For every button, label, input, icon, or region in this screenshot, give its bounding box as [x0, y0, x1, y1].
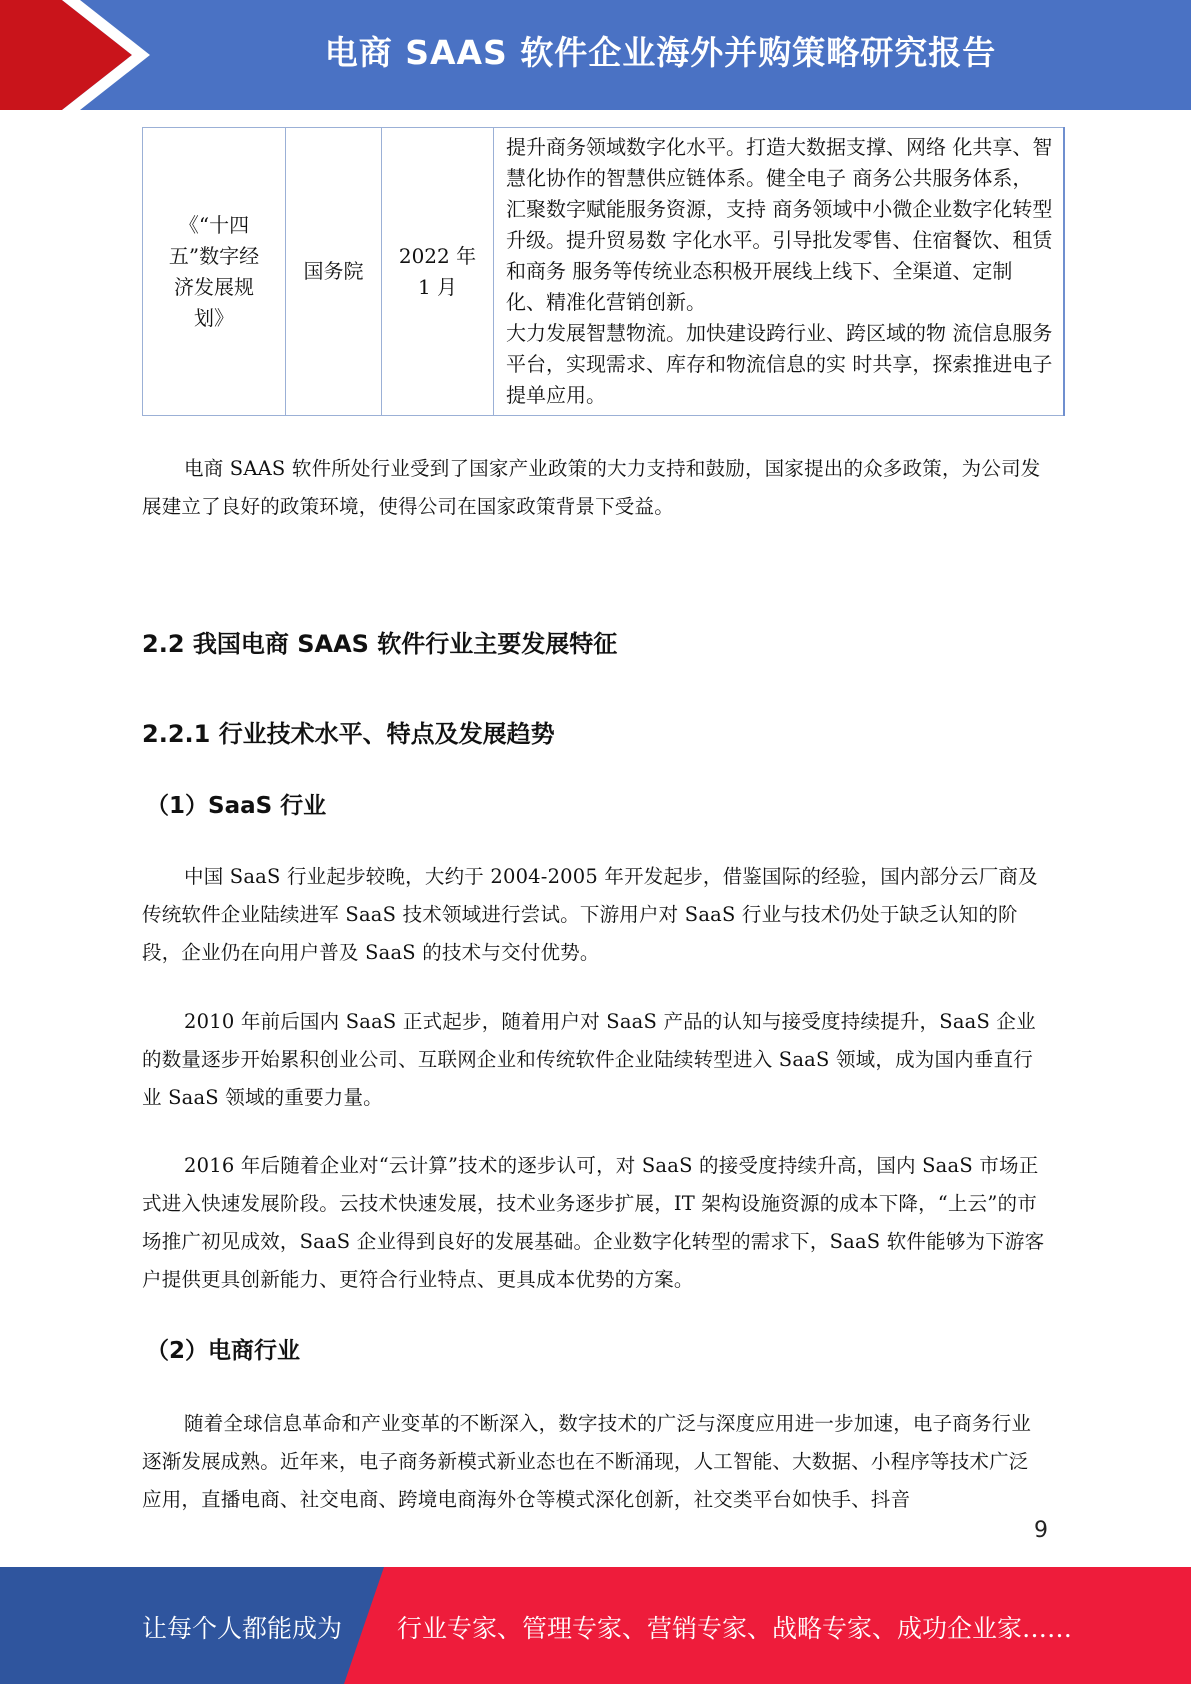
header-banner — [0, 0, 1191, 110]
section-heading: 2.2 我国电商 SAAS 软件行业主要发展特征 — [142, 630, 618, 658]
date-cell — [382, 128, 494, 416]
body-paragraph: 中国 SaaS 行业起步较晚，大约于 2004-2005 年开发起步，借鉴国际的经验，国内部分云厂商及传统软件企业陆续进军 SaaS 技术领域进行尝试。下游用户对 SaaS 行业与技术仍处于缺乏认知的阶段，企业仍在向用户普及 SaaS 的技术与交付优势。 — [142, 865, 1038, 964]
body-paragraph: 2010 年前后国内 SaaS 正式起步，随着用户对 SaaS 产品的认知与接受度持续提升，SaaS 企业的数量逐步开始累积创业公司、互联网企业和传统软件企业陆续转型进入 SaaS 领域，成为国内垂直行业 SaaS 领域的重要力量。 — [142, 1010, 1036, 1109]
item-heading: （2）电商行业 — [146, 1338, 301, 1364]
policy-table — [142, 127, 1065, 416]
policy-name: 《“十四五”数字经济发展规划》 — [168, 212, 260, 330]
policy-name-cell — [143, 128, 286, 416]
subsection-heading: 2.2.1 行业技术水平、特点及发展趋势 — [142, 720, 555, 748]
body-paragraph: 电商 SAAS 软件所处行业受到了国家产业政策的大力支持和鼓励，国家提出的众多政策，为公司发展建立了良好的政策环境，使得公司在国家政策背景下受益。 — [142, 457, 1041, 518]
body-paragraph: 2016 年后随着企业对“云计算”技术的逐步认可，对 SaaS 的接受度持续升高，国内 SaaS 市场正式进入快速发展阶段。云技术快速发展，技术业务逐步扩展，IT 架构设施资源的成本下降，“上云”的市场推广初见成效，SaaS 企业得到良好的发展基础。企业数字化转型的需求下，SaaS 软件能够为下游客户提供更具创新能力、更符合行业特点、更具成本优势的方案。 — [142, 1154, 1045, 1291]
content-paragraph: 提升商务领域数字化水平。打造大数据支撑、网络 化共享、智慧化协作的智慧供应链体系。健全电子 商务公共服务体系， 汇聚数字赋能服务资源，支持 商务领域中小微企业数字化转型升级。提升贸易数 字化水平。引导批发零售、住宿餐饮、租赁和商务 服务等传统业态积极开展线上线下、全渠道、定制 化、精准化营销创新。 — [506, 135, 1053, 314]
page-number: 9 — [1034, 1518, 1048, 1543]
issue-date: 2022 年 1 月 — [398, 243, 477, 299]
footer-slogan-right: 行业专家、管理专家、营销专家、战略专家、成功企业家…… — [397, 1614, 1073, 1643]
footer-banner — [0, 1567, 1191, 1684]
body-paragraph: 随着全球信息革命和产业变革的不断深入，数字技术的广泛与深度应用进一步加速，电子商务行业逐渐发展成熟。近年来，电子商务新模式新业态也在不断涌现，人工智能、大数据、小程序等技术广泛应用，直播电商、社交电商、跨境电商海外仓等模式深化创新，社交类平台如快手、抖音 — [142, 1412, 1032, 1511]
issuer-cell — [286, 128, 382, 416]
item-heading: （1）SaaS 行业 — [146, 793, 327, 819]
footer-slogan-left: 让每个人都能成为 — [142, 1614, 343, 1643]
table-row — [143, 128, 1065, 416]
issuer: 国务院 — [303, 259, 364, 283]
content-cell — [494, 128, 1065, 416]
content-paragraph: 大力发展智慧物流。加快建设跨行业、跨区域的物 流信息服务平台，实现需求、库存和物流信息的实 时共享，探索推进电子提单应用。 — [506, 321, 1053, 407]
report-title: 电商 SAAS 软件企业海外并购策略研究报告 — [324, 33, 997, 72]
